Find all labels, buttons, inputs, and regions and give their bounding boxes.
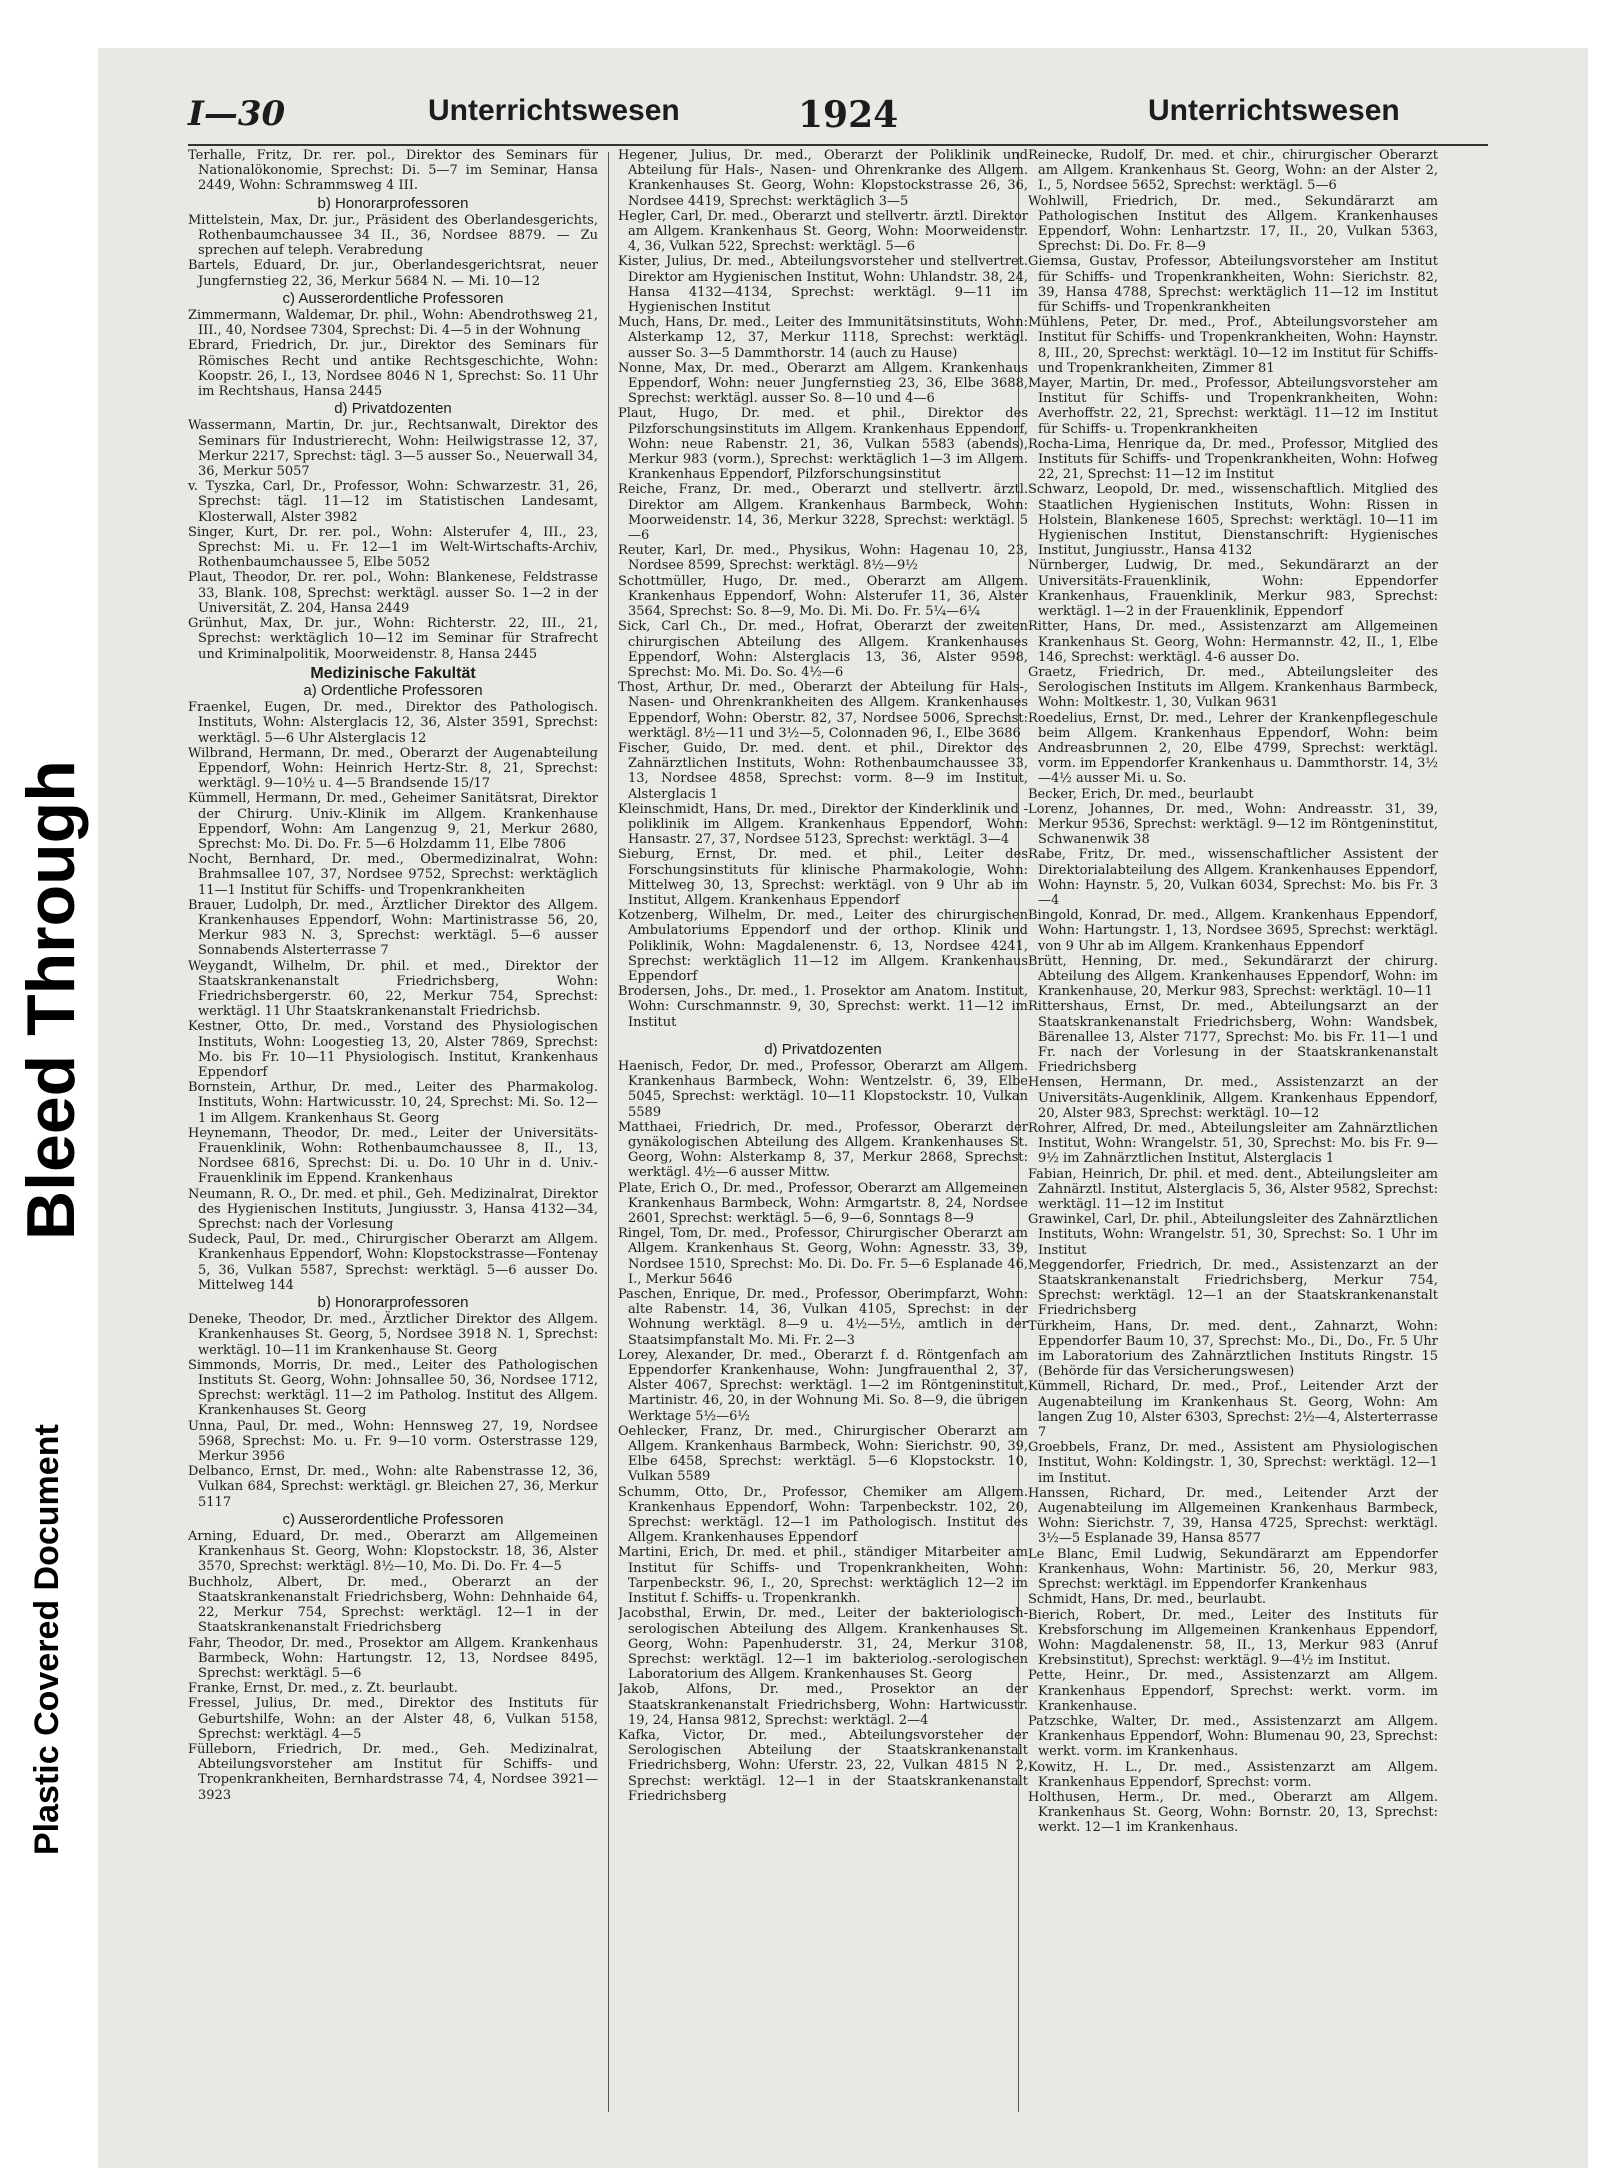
directory-entry: Reiche, Franz, Dr. med., Oberarzt und stellvertr. ärztl. Direktor am Allgem. Krankenhaus Barmbeck, Wohn: Moorweidenstr. 14, 36, Merkur 3228, Sprechst: werktägl. 5—6 (618, 482, 1028, 544)
directory-entry: Rabe, Fritz, Dr. med., wissenschaftlicher Assistent der Direktorialabteilung des Allgem. Krankenhauses Eppendorf, Wohn: Haynstr. 5, 20, Vulkan 6034, Sprechst: Mo. bis Fr. 3—4 (1028, 847, 1438, 908)
directory-entry: Plate, Erich O., Dr. med., Professor, Oberarzt am Allgemeinen Krankenhaus Barmbeck, Wohn: Armgartstr. 8, 24, Nordsee 2601, Sprechst: werktägl. 5—6, 9—6, Sonntags 8—9 (618, 1180, 1028, 1227)
directory-entry: Wassermann, Martin, Dr. jur., Rechtsanwalt, Direktor des Seminars für Industrierecht, Wohn: Heilwigstrasse 12, 37, Merkur 2217, Sprechst: tägl. 3—5 ausser So., Neuerwall 34, 36, Merkur 5057 (188, 418, 598, 480)
faculty-heading: Medizinische Fakultät (310, 664, 476, 682)
directory-entry: Kister, Julius, Dr. med., Abteilungsvorsteher und stellvertret. Direktor am Hygienischen Institut, Wohn: Uhlandstr. 38, 24, Hansa 4132—4134, Sprechst: werktägl. 9—11 im Hygienischen Institut (618, 254, 1028, 316)
directory-entry: Terhalle, Fritz, Dr. rer. pol., Direktor des Seminars für Nationalökonomie, Sprechst: Di. 5—7 im Seminar, Hansa 2449, Wohn: Schrammsweg 4 III. (188, 148, 598, 194)
column-3 (1028, 148, 1438, 2138)
directory-entry: Buchholz, Albert, Dr. med., Oberarzt an der Staatskrankenanstalt Friedrichsberg, Wohn: Dehnhaide 64, 22, Merkur 754, Sprechst: werktägl. 12—1 in der Staatskrankenanstalt Friedrichsberg (188, 1574, 598, 1636)
directory-entry: Kleinschmidt, Hans, Dr. med., Direktor der Kinderklinik und -poliklinik im Allgem. Krankenhaus Eppendorf, Wohn: Hansastr. 27, 37, Nordsee 5123, Sprechst: werktägl. 3—4 (618, 801, 1028, 848)
directory-entry: Kowitz, H. L., Dr. med., Assistenzarzt am Allgem. Krankenhaus Eppendorf, Sprechst: vorm. (1028, 1759, 1438, 1790)
section-heading: a) Ordentliche Professoren (303, 681, 483, 699)
directory-entry: Thost, Arthur, Dr. med., Oberarzt der Abteilung für Hals-, Nasen- und Ohrenkrankheiten des Allgem. Krankenhauses Eppendorf, Wohn: Oberstr. 82, 37, Nordsee 5006, Sprechst: werktägl. 8½—11 und 3½—5, Colonnaden 96, I., Elbe 3686 (618, 680, 1028, 741)
running-title-right: Unterrichtswesen (1148, 94, 1400, 127)
directory-entry: Brauer, Ludolph, Dr. med., Ärztlicher Direktor des Allgem. Krankenhauses Eppendorf, Wohn: Martinistrasse 56, 20, Merkur 983 N. 3, Sprechst: werktägl. 5—6 ausser Sonnabends Alsterterrasse 7 (188, 897, 598, 959)
directory-entry: Lorey, Alexander, Dr. med., Oberarzt f. d. Röntgenfach am Eppendorfer Krankenhause, Wohn: Jungfrauenthal 2, 37, Alster 4067, Sprechst: werktägl. 1—2 im Röntgeninstitut, Martinistr. 46, 20, in der Wohnung Mi. So. 8—9, die übrigen Werktage 5½—6½ (618, 1347, 1028, 1424)
directory-entry: Weygandt, Wilhelm, Dr. phil. et med., Direktor der Staatskrankenanstalt Friedrichsberg, Wohn: Friedrichsbergerstr. 60, 22, Merkur 754, Sprechst: werktägl. 11 Uhr Staatskrankenanstalt Friedrichsb. (188, 958, 598, 1020)
directory-entry: Brodersen, Johs., Dr. med., 1. Prosektor am Anatom. Institut, Wohn: Curschmannstr. 9, 30, Sprechst: werkt. 11—12 im Institut (618, 984, 1028, 1030)
directory-entry: Groebbels, Franz, Dr. med., Assistent am Physiologischen Institut, Wohn: Koldingstr. 1, 30, Sprechst: werktägl. 12—1 im Institut. (1028, 1440, 1438, 1486)
directory-entry: Reuter, Karl, Dr. med., Physikus, Wohn: Hagenau 10, 23, Nordsee 8599, Sprechst: werktägl. 8½—9½ (618, 543, 1028, 574)
directory-entry: Wohlwill, Friedrich, Dr. med., Sekundärarzt am Pathologischen Institut des Allgem. Krankenhauses Eppendorf, Wohn: Lenhartzstr. 17, II., 20, Vulkan 5363, Sprechst: Di. Do. Fr. 8—9 (1028, 193, 1438, 255)
page-number: I—30 (188, 94, 286, 134)
directory-entry: Neumann, R. O., Dr. med. et phil., Geh. Medizinalrat, Direktor des Hygienischen Instituts, Jungiusstr. 3, Hansa 4132—34, Sprechst: nach der Vorlesung (188, 1186, 598, 1233)
directory-entry: Fülleborn, Friedrich, Dr. med., Geh. Medizinalrat, Abteilungsvorsteher am Institut für Schiffs- und Tropenkrankheiten, Bernhardstrasse 74, 4, Nordsee 3921—3923 (188, 1741, 598, 1803)
directory-entry: Graetz, Friedrich, Dr. med., Abteilungsleiter des Serologischen Instituts im Allgem. Krankenhaus Barmbeck, Wohn: Moltkestr. 1, 30, Vulkan 9631 (1028, 664, 1438, 711)
page-header (188, 84, 1488, 146)
directory-entry: Heynemann, Theodor, Dr. med., Leiter der Universitäts-Frauenklinik, Wohn: Rothenbaumchaussee 8, II., 13, Nordsee 6816, Sprechst: Di. u. Do. 10 Uhr in d. Univ.-Frauenklinik im Eppend. Krankenhaus (188, 1125, 598, 1187)
directory-entry: Simmonds, Morris, Dr. med., Leiter des Pathologischen Instituts St. Georg, Wohn: Johnsallee 50, 36, Nordsee 1712, Sprechst: werktägl. 11—2 im Patholog. Institut des Allgem. Krankenhauses St. Georg (188, 1357, 598, 1419)
directory-entry: Bartels, Eduard, Dr. jur., Oberlandesgerichtsrat, neuer Jungfernstieg 22, 36, Merkur 5684 N. — Mi. 10—12 (188, 258, 598, 289)
directory-entry: Ritter, Hans, Dr. med., Assistenzarzt am Allgemeinen Krankenhaus St. Georg, Wohn: Hermannstr. 42, II., 1, Elbe 146, Sprechst: werktägl. 4-6 ausser Do. (1028, 619, 1438, 665)
directory-entry: Kümmell, Hermann, Dr. med., Geheimer Sanitätsrat, Direktor der Chirurg. Univ.-Klinik im Allgem. Krankenhause Eppendorf, Wohn: Am Langenzug 9, 21, Merkur 2680, Sprechst: Mo. Di. Do. Fr. 5—6 Holzdamm 11, Elbe 7806 (188, 791, 598, 852)
directory-entry: Ringel, Tom, Dr. med., Professor, Chirurgischer Oberarzt am Allgem. Krankenhaus St. Georg, Wohn: Agnesstr. 33, 39, Nordsee 1510, Sprechst: Mo. Di. Do. Fr. 5—6 Esplanade 46, I., Merkur 5646 (618, 1226, 1028, 1287)
directory-entry: Ebrard, Friedrich, Dr. jur., Direktor des Seminars für Römisches Recht und antike Rechtsgeschichte, Wohn: Koopstr. 26, I., 13, Nordsee 8046 N 1, Sprechst: So. 11 Uhr im Rechtshaus, Hansa 2445 (188, 338, 598, 400)
directory-entry: Fahr, Theodor, Dr. med., Prosektor am Allgem. Krankenhaus Barmbeck, Wohn: Hartungstr. 12, 13, Nordsee 8495, Sprechst: werktägl. 5—6 (188, 1635, 598, 1681)
running-title-left: Unterrichtswesen (428, 94, 680, 127)
directory-entry: Much, Hans, Dr. med., Leiter des Immunitätsinstituts, Wohn: Alsterkamp 12, 37, Merkur 1118, Sprechst: werktägl. ausser So. 3—5 Dammthorstr. 14 (auch zu Hause) (618, 315, 1028, 361)
directory-entry: Delbanco, Ernst, Dr. med., Wohn: alte Rabenstrasse 12, 36, Vulkan 684, Sprechst: werktägl. gr. Bleichen 27, 36, Merkur 5117 (188, 1464, 598, 1510)
section-heading: c) Ausserordentliche Professoren (282, 289, 504, 307)
directory-entry: Türkheim, Hans, Dr. med. dent., Zahnarzt, Wohn: Eppendorfer Baum 10, 37, Sprechst: Mo., Di., Do., Fr. 5 Uhr im Laboratorium des Zahnärztlichen Instituts Ringstr. 15 (Behörde für das Versicherungswesen) (1028, 1318, 1438, 1380)
directory-entry: Martini, Erich, Dr. med. et phil., ständiger Mitarbeiter am Institut für Schiffs- und Tropenkrankheiten, Wohn: Tarpenbeckstr. 96, I., 20, Sprechst: werktäglich 12—2 im Institut f. Schiffs- u. Tropenkrankh. (618, 1545, 1028, 1607)
directory-entry: Mittelstein, Max, Dr. jur., Präsident des Oberlandesgerichts, Rothenbaumchaussee 34 II., 36, Nordsee 8879. — Zu sprechen auf teleph. Verabredung (188, 212, 598, 259)
directory-entry: Zimmermann, Waldemar, Dr. phil., Wohn: Abendrothsweg 21, III., 40, Nordsee 7304, Sprechst: Di. 4—5 in der Wohnung (188, 308, 598, 339)
directory-entry: Schwarz, Leopold, Dr. med., wissenschaftlich. Mitglied des Staatlichen Hygienischen Instituts, Wohn: Rissen in Holstein, Blankenese 1605, Sprechst: werktägl. 10—11 im Hygienischen Institut, Dienstanschrift: Hygienisches Institut, Jungiusstr., Hansa 4132 (1028, 482, 1438, 559)
directory-entry: Fabian, Heinrich, Dr. phil. et med. dent., Abteilungsleiter am Zahnärztl. Institut, Alsterglacis 5, 36, Alster 9582, Sprechst: werktägl. 11—12 im Institut (1028, 1166, 1438, 1213)
directory-entry: Reinecke, Rudolf, Dr. med. et chir., chirurgischer Oberarzt am Allgem. Krankenhaus St. Georg, Wohn: an der Alster 2, I., 5, Nordsee 5652, Sprechst: werktägl. 5—6 (1028, 148, 1438, 194)
directory-entry: Oehlecker, Franz, Dr. med., Chirurgischer Oberarzt am Allgem. Krankenhaus Barmbeck, Wohn: Sierichstr. 90, 39, Elbe 6458, Sprechst: werktägl. 5—6 Klopstockstr. 10, Vulkan 5589 (618, 1423, 1028, 1485)
section-heading: b) Honorarprofessoren (317, 194, 469, 212)
directory-entry: Schottmüller, Hugo, Dr. med., Oberarzt am Allgem. Krankenhaus Eppendorf, Wohn: Alsterufer 11, 36, Alster 3564, Sprechst: So. 8—9, Mo. Di. Mi. Do. Fr. 5¼—6¼ (618, 573, 1028, 620)
directory-entry: Paschen, Enrique, Dr. med., Professor, Oberimpfarzt, Wohn: alte Rabenstr. 14, 36, Vulkan 4105, Sprechst: in der Wohnung werktägl. 8—9 u. 4½—5½, amtlich in der Staatsimpfanstalt Mo. Mi. Fr. 2—3 (618, 1287, 1028, 1348)
directory-entry: Bingold, Konrad, Dr. med., Allgem. Krankenhaus Eppendorf, Wohn: Hartungstr. 1, 13, Nordsee 3695, Sprechst: werktägl. von 9 Uhr ab im Allgem. Krankenhaus Eppendorf (1028, 908, 1438, 954)
column-2 (618, 148, 1028, 2138)
directory-entry: Nonne, Max, Dr. med., Oberarzt am Allgem. Krankenhaus Eppendorf, Wohn: neuer Jungfernstieg 23, 36, Elbe 3688, Sprechst: werktägl. ausser So. 8—10 und 4—6 (618, 360, 1028, 407)
bleed-through-label: Bleed Through (13, 760, 89, 1240)
column-1 (188, 148, 598, 2138)
directory-entry: Grawinkel, Carl, Dr. phil., Abteilungsleiter des Zahnärztlichen Instituts, Wohn: Wrangelstr. 51, 30, Sprechst: So. 1 Uhr im Institut (1028, 1212, 1438, 1258)
directory-entry: Franke, Ernst, Dr. med., z. Zt. beurlaubt. (188, 1681, 458, 1697)
directory-entry: Becker, Erich, Dr. med., beurlaubt (1028, 786, 1254, 802)
plastic-covered-label: Plastic Covered Document (28, 1424, 66, 1855)
scan-sidebar (0, 0, 100, 2177)
directory-entry: Arning, Eduard, Dr. med., Oberarzt am Allgemeinen Krankenhaus St. Georg, Wohn: Klopstockstr. 18, 36, Alster 3570, Sprechst: werktägl. 8½—10, Mo. Di. Do. Fr. 4—5 (188, 1529, 598, 1575)
directory-entry: Fraenkel, Eugen, Dr. med., Direktor des Pathologisch. Instituts, Wohn: Alsterglacis 12, 36, Alster 3591, Sprechst: werktägl. 5—6 Uhr Alsterglacis 12 (188, 700, 598, 746)
directory-entry: Kümmell, Richard, Dr. med., Prof., Leitender Arzt der Augenabteilung im Krankenhaus St. Georg, Wohn: Am langen Zug 10, Alster 6303, Sprechst: 2½—4, Alsterterrasse 7 (1028, 1379, 1438, 1441)
directory-entry: Deneke, Theodor, Dr. med., Ärztlicher Direktor des Allgem. Krankenhauses St. Georg, 5, Nordsee 3918 N. 1, Sprechst: werktägl. 10—11 im Krankenhause St. Georg (188, 1312, 598, 1358)
directory-entry: Schumm, Otto, Dr., Professor, Chemiker am Allgem. Krankenhaus Eppendorf, Wohn: Tarpenbeckstr. 102, 20, Sprechst: werktägl. 12—1 im Pathologisch. Institut des Allgem. Krankenhauses Eppendorf (618, 1484, 1028, 1546)
directory-entry: Rocha-Lima, Henrique da, Dr. med., Professor, Mitglied des Instituts für Schiffs- und Tropenkrankheiten, Wohn: Hofweg 22, 21, Sprechst: 11—12 im Institut (1028, 436, 1438, 483)
document-page (98, 48, 1588, 2168)
section-heading: d) Privatdozenten (764, 1040, 882, 1058)
directory-entry: Jacobsthal, Erwin, Dr. med., Leiter der bakteriologisch-serologischen Abteilung des Allgem. Krankenhauses St. Georg, Wohn: Papenhuderstr. 31, 24, Merkur 3108, Sprechst: werktägl. 12—1 im bakteriolog.-serologischen Laboratorium des Allgem. Krankenhauses St. Georg (618, 1606, 1028, 1683)
directory-entry: Meggendorfer, Friedrich, Dr. med., Assistenzarzt an der Staatskrankenanstalt Friedrichsberg, Merkur 754, Sprechst: werktägl. 12—1 an der Staatskrankenanstalt Friedrichsberg (1028, 1257, 1438, 1319)
directory-entry: Lorenz, Johannes, Dr. med., Wohn: Andreasstr. 31, 39, Merkur 9536, Sprechst: werktägl. 9—12 im Röntgeninstitut, Schwanenwik 38 (1028, 801, 1438, 848)
directory-entry: Bierich, Robert, Dr. med., Leiter des Instituts für Krebsforschung im Allgemeinen Krankenhaus Eppendorf, Wohn: Magdalenenstr. 58, II., 13, Merkur 983 (Anruf Krebsinstitut), Sprechst: werktägl. 9—4½ im Institut. (1028, 1607, 1438, 1669)
directory-entry: Jakob, Alfons, Dr. med., Prosektor an der Staatskrankenanstalt Friedrichsberg, Wohn: Hartwicusstr. 19, 24, Hansa 9812, Sprechst: werktägl. 2—4 (618, 1682, 1028, 1728)
directory-entry: Nocht, Bernhard, Dr. med., Obermedizinalrat, Wohn: Brahmsallee 107, 37, Nordsee 9752, Sprechst: werktäglich 11—1 Institut für Schiffs- und Tropenkrankheiten (188, 852, 598, 898)
directory-entry: Plaut, Hugo, Dr. med. et phil., Direktor des Pilzforschungsinstituts im Allgem. Krankenhaus Eppendorf, Wohn: neue Rabenstr. 21, 36, Vulkan 5583 (abends), Merkur 983 (vorm.), Sprechst: werktäglich 1—3 im Allgem. Krankenhaus Eppendorf, Pilzforschungsinstitut (618, 406, 1028, 483)
directory-entry: Mühlens, Peter, Dr. med., Prof., Abteilungsvorsteher am Institut für Schiffs- und Tropenkrankheiten, Wohn: Haynstr. 8, III., 20, Sprechst: werktägl. 10—12 im Institut für Schiffs- und Tropenkrankheiten, Zimmer 81 (1028, 315, 1438, 376)
directory-entry: Unna, Paul, Dr. med., Wohn: Hennsweg 27, 19, Nordsee 5968, Sprechst: Mo. u. Fr. 9—10 vorm. Osterstrasse 129, Merkur 3956 (188, 1418, 598, 1465)
directory-entry: Mayer, Martin, Dr. med., Professor, Abteilungsvorsteher am Institut für Schiffs- und Tropenkrankheiten, Wohn: Averhoffstr. 22, 21, Sprechst: werktägl. 11—12 im Institut für Schiffs- u. Tropenkrankheiten (1028, 376, 1438, 437)
directory-entry: Fressel, Julius, Dr. med., Direktor des Instituts für Geburtshilfe, Wohn: an der Alster 48, 6, Vulkan 5158, Sprechst: werktägl. 4—5 (188, 1696, 598, 1742)
directory-entry: Sick, Carl Ch., Dr. med., Hofrat, Oberarzt der zweiten chirurgischen Abteilung des Allgem. Krankenhauses Eppendorf, Wohn: Alsterglacis 13, 36, Alster 9598, Sprechst: Mo. Mi. Do. So. 4½—6 (618, 619, 1028, 680)
directory-entry: Fischer, Guido, Dr. med. dent. et phil., Direktor des Zahnärztlichen Instituts, Wohn: Rothenbaumchaussee 33, 13, Nordsee 4858, Sprechst: vorm. 8—9 im Institut, Alsterglacis 1 (618, 740, 1028, 802)
directory-entry: Patzschke, Walter, Dr. med., Assistenzarzt am Allgem. Krankenhaus Eppendorf, Wohn: Blumenau 90, 23, Sprechst: werkt. vorm. im Krankenhaus. (1028, 1713, 1438, 1760)
directory-entry: Haenisch, Fedor, Dr. med., Professor, Oberarzt am Allgem. Krankenhaus Barmbeck, Wohn: Wentzelstr. 6, 39, Elbe 5045, Sprechst: werktägl. 10—11 Klopstockstr. 10, Vulkan 5589 (618, 1058, 1028, 1120)
directory-entry: Kafka, Victor, Dr. med., Abteilungsvorsteher der Serologischen Abteilung der Staatskrankenanstalt Friedrichsberg, Wohn: Uferstr. 23, 22, Vulkan 4815 N 2, Sprechst: werktägl. 12—1 in der Staatskrankenanstalt Friedrichsberg (618, 1727, 1028, 1804)
section-heading: b) Honorarprofessoren (317, 1294, 469, 1312)
directory-entry: Le Blanc, Emil Ludwig, Sekundärarzt am Eppendorfer Krankenhaus, Wohn: Martinistr. 56, 20, Merkur 983, Sprechst: werktägl. im Eppendorfer Krankenhaus (1028, 1546, 1438, 1593)
directory-entry: Bornstein, Arthur, Dr. med., Leiter des Pharmakolog. Instituts, Wohn: Hartwicusstr. 10, 24, Sprechst: Mi. So. 12—1 im Allgem. Krankenhaus St. Georg (188, 1080, 598, 1126)
directory-entry: v. Tyszka, Carl, Dr., Professor, Wohn: Schwarzestr. 31, 26, Sprechst: tägl. 11—12 im Statistischen Landesamt, Klosterwall, Alster 3982 (188, 479, 598, 525)
directory-entry: Kotzenberg, Wilhelm, Dr. med., Leiter des chirurgischen Ambulatoriums Eppendorf und der orthop. Klinik und Poliklinik, Wohn: Magdalenenstr. 6, 13, Nordsee 4241, Sprechst: werktäglich 11—12 im Allgem. Krankenhaus Eppendorf (618, 908, 1028, 984)
directory-entry: Brütt, Henning, Dr. med., Sekundärarzt der chirurg. Abteilung des Allgem. Krankenhauses Eppendorf, Wohn: im Krankenhause, 20, Merkur 983, Sprechst: werktägl. 10—11 (1028, 953, 1438, 1000)
directory-entry: Pette, Heinr., Dr. med., Assistenzarzt am Allgem. Krankenhaus Eppendorf, Sprechst: werkt. vorm. im Krankenhause. (1028, 1668, 1438, 1714)
section-heading: d) Privatdozenten (334, 400, 452, 418)
directory-entry: Schmidt, Hans, Dr. med., beurlaubt. (1028, 1592, 1267, 1608)
year: 1924 (798, 94, 899, 136)
spacer (618, 1030, 1028, 1040)
directory-entry: Grünhut, Max, Dr. jur., Wohn: Richterstr. 22, III., 21, Sprechst: werktäglich 10—12 im Seminar für Strafrecht und Kriminalpolitik, Moorweidenstr. 8, Hansa 2445 (188, 616, 598, 662)
directory-entry: Hanssen, Richard, Dr. med., Leitender Arzt der Augenabteilung im Allgemeinen Krankenhaus Barmbeck, Wohn: Sierichstr. 7, 39, Hansa 4725, Sprechst: werktägl. 3½—5 Esplanade 39, Hansa 8577 (1028, 1485, 1438, 1547)
directory-entry: Holthusen, Herm., Dr. med., Oberarzt am Allgem. Krankenhaus St. Georg, Wohn: Bornstr. 20, 13, Sprechst: werkt. 12—1 im Krankenhaus. (1028, 1789, 1438, 1836)
directory-entry: Hegler, Carl, Dr. med., Oberarzt und stellvertr. ärztl. Direktor am Allgem. Krankenhaus St. Georg, Wohn: Moorweidenstr. 4, 36, Vulkan 522, Sprechst: werktägl. 5—6 (618, 208, 1028, 255)
directory-entry: Hensen, Hermann, Dr. med., Assistenzarzt an der Universitäts-Augenklinik, Allgem. Krankenhaus Eppendorf, 20, Alster 983, Sprechst: werktägl. 10—12 (1028, 1075, 1438, 1121)
directory-entry: Matthaei, Friedrich, Dr. med., Professor, Oberarzt der gynäkologischen Abteilung des Allgem. Krankenhauses St. Georg, Wohn: Alsterkamp 8, 37, Merkur 2868, Sprechst: werktägl. 4½—6 ausser Mittw. (618, 1119, 1028, 1181)
directory-entry: Plaut, Theodor, Dr. rer. pol., Wohn: Blankenese, Feldstrasse 33, Blank. 108, Sprechst: werktägl. ausser So. 1—2 in der Universität, Z. 204, Hansa 2449 (188, 570, 598, 616)
directory-entry: Wilbrand, Hermann, Dr. med., Oberarzt der Augenabteilung Eppendorf, Wohn: Heinrich Hertz-Str. 8, 21, Sprechst: werktägl. 9—10½ u. 4—5 Brandsende 15/17 (188, 745, 598, 792)
directory-entry: Rohrer, Alfred, Dr. med., Abteilungsleiter am Zahnärztlichen Institut, Wohn: Wrangelstr. 51, 30, Sprechst: Mo. bis Fr. 9—9½ im Zahnärztlichen Institut, Alsterglacis 1 (1028, 1121, 1438, 1167)
directory-entry: Kestner, Otto, Dr. med., Vorstand des Physiologischen Instituts, Wohn: Loogestieg 13, 20, Alster 7869, Sprechst: Mo. bis Fr. 10—11 Physiologisch. Institut, Krankenhaus Eppendorf (188, 1019, 598, 1080)
directory-entry: Sudeck, Paul, Dr. med., Chirurgischer Oberarzt am Allgem. Krankenhaus Eppendorf, Wohn: Klopstockstrasse—Fontenay 5, 36, Vulkan 5587, Sprechst: werktägl. 5—6 ausser Do. Mittelweg 144 (188, 1232, 598, 1293)
directory-entry: Nürnberger, Ludwig, Dr. med., Sekundärarzt an der Universitäts-Frauenklinik, Wohn: Eppendorfer Krankenhaus, Frauenklinik, Merkur 983, Sprechst: werktägl. 1—2 in der Frauenklinik, Eppendorf (1028, 558, 1438, 620)
directory-entry: Sieburg, Ernst, Dr. med. et phil., Leiter des Forschungsinstituts für klinische Pharmakologie, Wohn: Mittelweg 30, 13, Sprechst: werktägl. von 9 Uhr ab im Institut, Allgem. Krankenhaus Eppendorf (618, 847, 1028, 908)
directory-entry: Roedelius, Ernst, Dr. med., Lehrer der Krankenpflegeschule beim Allgem. Krankenhaus Eppendorf, Wohn: beim Andreasbrunnen 2, 20, Elbe 4799, Sprechst: werktägl. vorm. im Eppendorfer Krankenhaus u. Dammthorstr. 14, 3½—4½ ausser Mi. u. So. (1028, 710, 1438, 787)
column-rule (608, 152, 609, 2112)
directory-entry: Giemsa, Gustav, Professor, Abteilungsvorsteher am Institut für Schiffs- und Tropenkrankheiten, Wohn: Sierichstr. 82, 39, Hansa 4788, Sprechst: werktäglich 11—12 im Institut für Schiffs- und Tropenkrankheiten (1028, 254, 1438, 316)
directory-entry: Singer, Kurt, Dr. rer. pol., Wohn: Alsterufer 4, III., 23, Sprechst: Mi. u. Fr. 12—1 im Welt-Wirtschafts-Archiv, Rothenbaumchaussee 5, Elbe 5052 (188, 524, 598, 571)
directory-entry: Hegener, Julius, Dr. med., Oberarzt der Poliklinik und Abteilung für Hals-, Nasen- und Ohrenkranke des Allgem. Krankenhauses St. Georg, Wohn: Klopstockstrasse 26, 36, Nordsee 4419, Sprechst: werktäglich 3—5 (618, 148, 1028, 209)
directory-entry: Rittershaus, Ernst, Dr. med., Abteilungsarzt an der Staatskrankenanstalt Friedrichsberg, Wohn: Wandsbek, Bärenallee 13, Alster 7177, Sprechst: Mo. bis Fr. 11—1 und Fr. nach der Vorlesung in der Staatskrankenanstalt Friedrichsberg (1028, 999, 1438, 1076)
section-heading: c) Ausserordentliche Professoren (282, 1510, 504, 1528)
